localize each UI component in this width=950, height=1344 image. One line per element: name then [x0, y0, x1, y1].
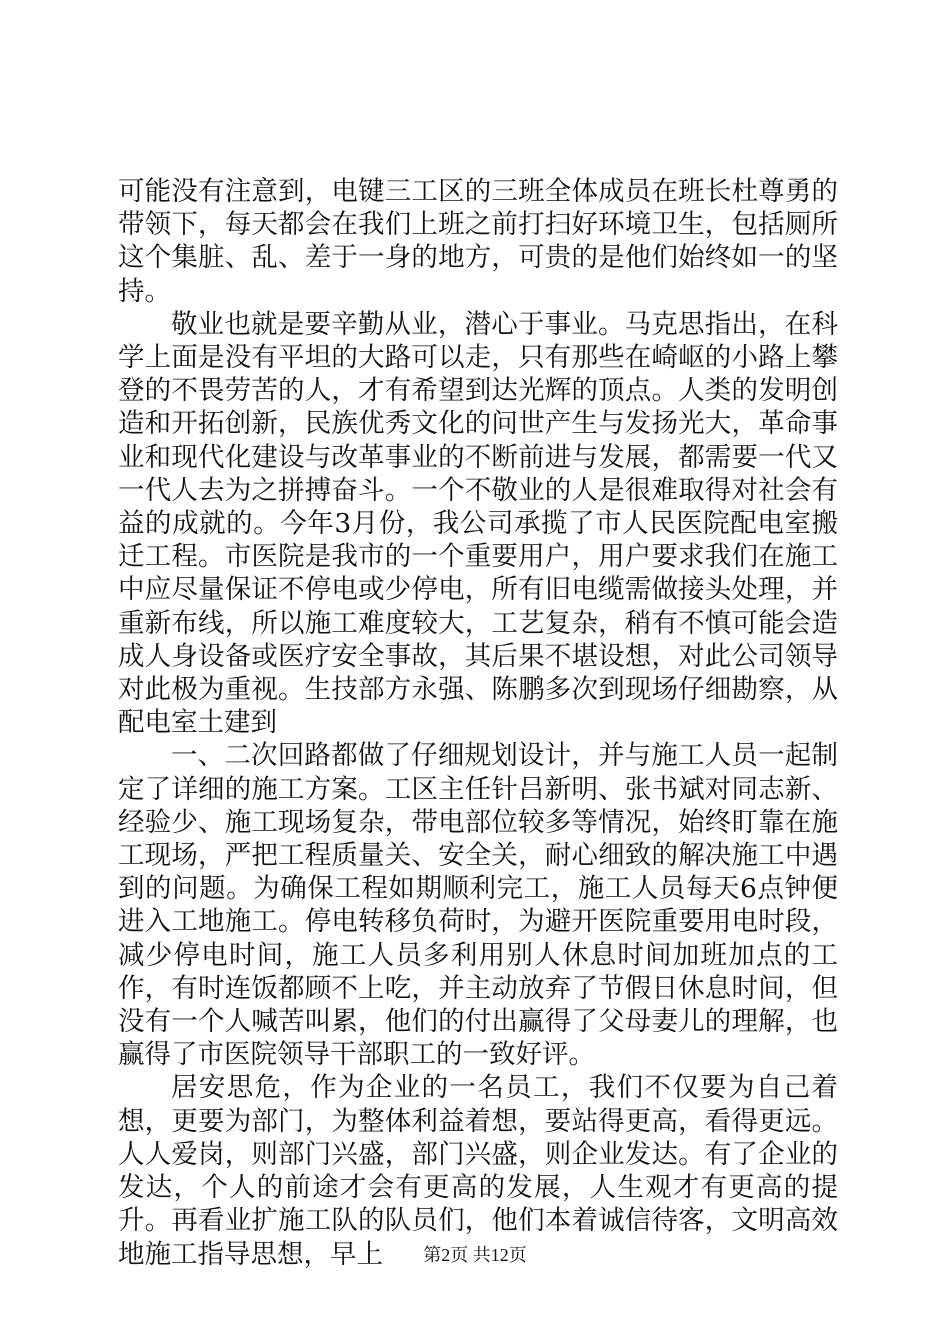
page-number-label: 第2页 共12页 — [423, 1245, 527, 1265]
paragraph-2: 敬业也就是要辛勤从业，潜心于事业。马克思指出，在科学上面是没有平坦的大路可以走，只有那些在崎岖的小路上攀登的不畏劳苦的人，才有希望到达光辉的顶点。人类的发明创造和开拓创新，民族优秀文化的问世产生与发扬光大，革命事业和现代化建设与改革事业的不断前进与发展，都需要一代又一代人去为之拼搏奋斗。一个不敬业的人是很难取得对社会有益的成就的。今年3月份，我公司承揽了市人民医院配电室搬迁工程。市医院是我市的一个重要用户，用户要求我们在施工中应尽量保证不停电或少停电，所有旧电缆需做接头处理，并重新布线，所以施工难度较大，工艺复杂，稍有不慎可能会造成人身设备或医疗安全事故，其后果不堪设想，对此公司领导对此极为重视。生技部方永强、陈鹏多次到现场仔细勘察，从配电室土建到 — [118, 308, 838, 739]
paragraph-3: 一、二次回路都做了仔细规划设计，并与施工人员一起制定了详细的施工方案。工区主任针吕新明、张书斌对同志新、经验少、施工现场复杂，带电部位较多等情况，始终盯靠在施工现场，严把工程质量关、安全关，耐心细致的解决施工中遇到的问题。为确保工程如期顺利完工，施工人员每天6点钟便进入工地施工。停电转移负荷时，为避开医院重要用电时段，减少停电时间，施工人员多利用别人休息时间加班加点的工作，有时连饭都顾不上吃，并主动放弃了节假日休息时间，但没有一个人喊苦叫累，他们的付出赢得了父母妻儿的理解，也赢得了市医院领导干部职工的一致好评。 — [118, 740, 838, 1071]
document-body — [118, 175, 838, 1271]
paragraph-4: 居安思危，作为企业的一名员工，我们不仅要为自己着想，更要为部门，为整体利益着想，要站得更高，看得更远。人人爱岗，则部门兴盛，部门兴盛，则企业发达。有了企业的发达，个人的前途才会有更高的发展，人生观才有更高的提升。再看业扩施工队的队员们，他们本着诚信待客，文明高效地施工指导思想，早上 — [118, 1072, 838, 1270]
page-footer — [0, 1244, 950, 1266]
paragraph-1: 可能没有注意到，电键三工区的三班全体成员在班长杜尊勇的带领下，每天都会在我们上班之前打扫好环境卫生，包括厕所这个集脏、乱、差于一身的地方，可贵的是他们始终如一的坚持。 — [118, 176, 838, 307]
